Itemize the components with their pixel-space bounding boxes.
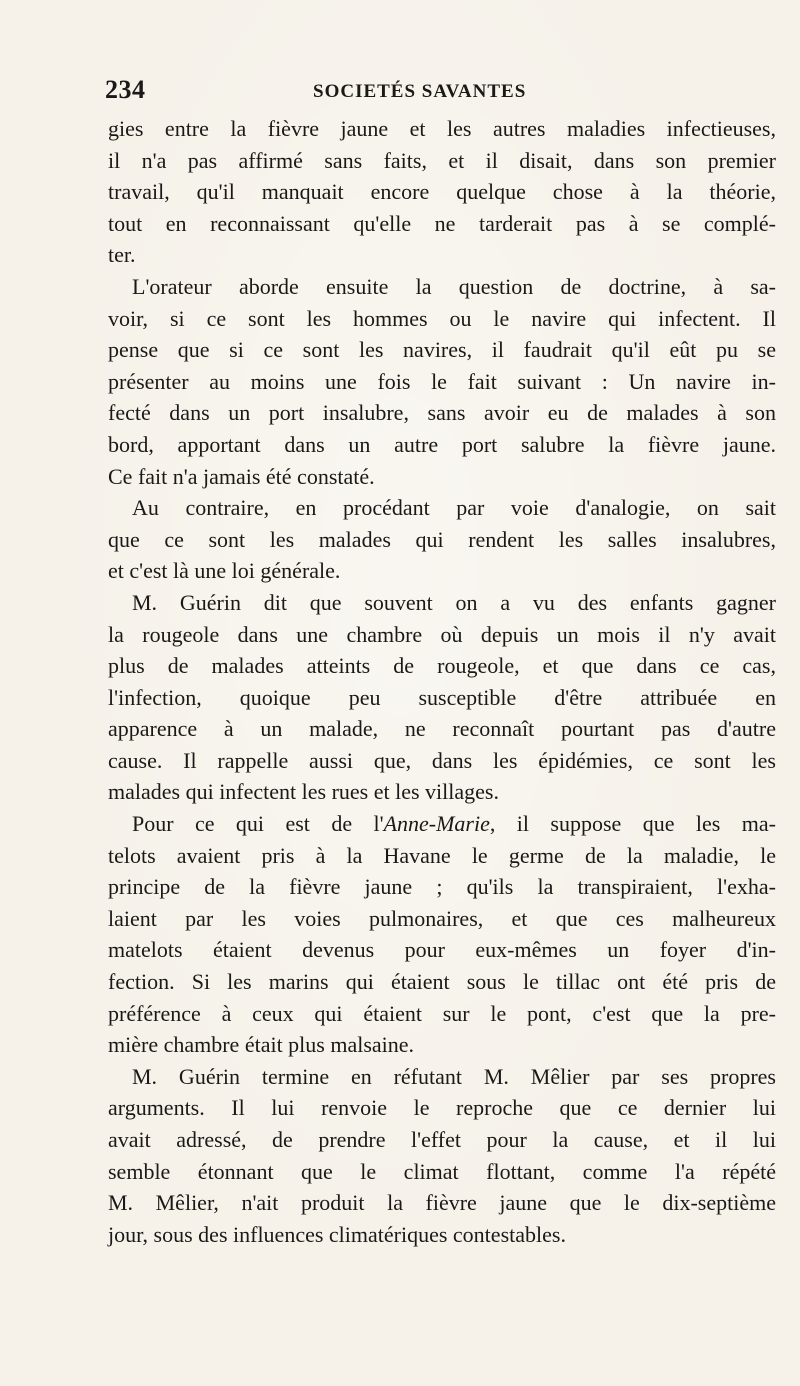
text-line: matelots étaient devenus pour eux-mêmes un foyer d'in-	[108, 937, 776, 963]
text-line: telots avaient pris à la Havane le germe de la maladie, le	[108, 842, 776, 868]
text-line: gies entre la fièvre jaune et les autres maladies infectieuses,	[108, 116, 776, 141]
text-line: M. Guérin termine en réfutant M. Mêlier par ses propres	[132, 1063, 776, 1089]
text-line: Au contraire, en procédant par voie d'analogie, on sait	[132, 495, 776, 521]
page-number: 234	[105, 75, 146, 104]
text-line: pense que si ce sont les navires, il faudrait qu'il eût pu se	[108, 337, 776, 363]
text-line: apparence à un malade, ne reconnaît pourtant pas d'autre	[108, 716, 776, 742]
text-line: Ce fait n'a jamais été constaté.	[108, 463, 375, 489]
text-line: Pour ce qui est de l'Anne-Marie, il suppose que les ma-	[132, 811, 776, 837]
text-line: plus de malades atteints de rougeole, et que dans ce cas,	[108, 653, 776, 679]
text-line: M. Mêlier, n'ait produit la fièvre jaune que le dix-septième	[108, 1190, 776, 1216]
text-line: tout en reconnaissant qu'elle ne tarderait pas à se complé-	[108, 210, 776, 236]
text-line: voir, si ce sont les hommes ou le navire qui infectent. Il	[108, 305, 776, 331]
text-line: fection. Si les marins qui étaient sous le tillac ont été pris de	[108, 969, 776, 995]
text-line: mière chambre était plus malsaine.	[108, 1032, 415, 1058]
running-head: SOCIETÉS SAVANTES	[313, 81, 527, 102]
text-line: laient par les voies pulmonaires, et que ces malheureux	[108, 905, 776, 931]
text-line: travail, qu'il manquait encore quelque chose à la théorie,	[108, 179, 776, 205]
text-line: malades qui infectent les rues et les villages.	[108, 779, 499, 805]
text-line: présenter au moins une fois le fait suivant : Un navire in-	[108, 368, 776, 394]
text-line: ter.	[108, 242, 136, 268]
text-line: semble étonnant que le climat flottant, comme l'a répété	[108, 1158, 776, 1184]
text-line: cause. Il rappelle aussi que, dans les épidémies, ce sont les	[108, 747, 776, 773]
ship-name: Anne-Marie	[383, 811, 490, 837]
text-line: fecté dans un port insalubre, sans avoir eu de malades à son	[108, 400, 776, 426]
text-line: préférence à ceux qui étaient sur le pont, c'est que la pre-	[108, 1000, 776, 1026]
text-line: que ce sont les malades qui rendent les salles insalubres,	[108, 526, 776, 552]
text-line: jour, sous des influences climatériques contestables.	[108, 1221, 566, 1247]
text-line: il n'a pas affirmé sans faits, et il disait, dans son premier	[108, 147, 776, 173]
body-text	[108, 113, 776, 1250]
text-line: arguments. Il lui renvoie le reproche que ce dernier lui	[108, 1095, 776, 1121]
text-line: avait adressé, de prendre l'effet pour la cause, et il lui	[108, 1127, 776, 1152]
text-line: et c'est là une loi générale.	[108, 558, 341, 584]
text-line: bord, apportant dans un autre port salubre la fièvre jaune.	[108, 431, 776, 457]
text-line: L'orateur aborde ensuite la question de doctrine, à sa-	[132, 273, 776, 299]
text-line: l'infection, quoique peu susceptible d'être attribuée en	[108, 684, 776, 710]
text-line: principe de la fièvre jaune ; qu'ils la transpiraient, l'exha-	[108, 874, 776, 900]
page-header	[105, 75, 745, 111]
text-line: M. Guérin dit que souvent on a vu des enfants gagner	[132, 589, 776, 615]
text-line: la rougeole dans une chambre où depuis un mois il n'y avait	[108, 621, 776, 647]
